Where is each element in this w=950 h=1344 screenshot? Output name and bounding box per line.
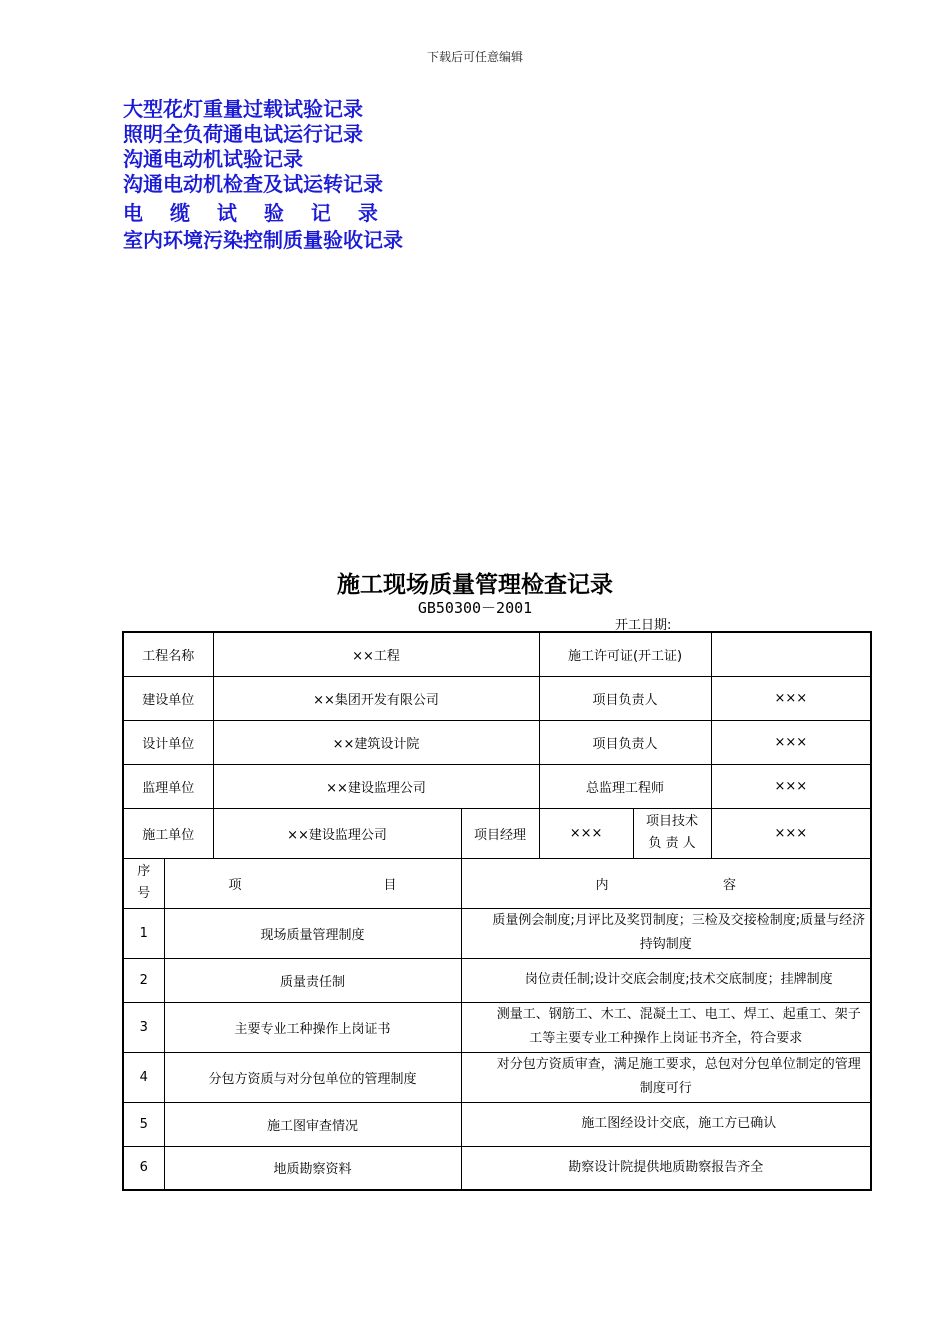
record-title[interactable]: 沟通电动机试验记录 — [123, 147, 303, 171]
download-note: 下载后可任意编辑 — [426, 50, 523, 64]
row-no: 1 — [123, 908, 164, 958]
row-no: 4 — [123, 1052, 164, 1102]
project-name-value: ××工程 — [213, 632, 539, 676]
row-item: 分包方资质与对分包单位的管理制度 — [164, 1052, 461, 1102]
contractor-label: 施工单位 — [123, 808, 213, 858]
column-header-row — [123, 858, 871, 908]
row-no: 3 — [123, 1002, 164, 1052]
designer-pm-value: ××× — [711, 720, 871, 764]
col-header-content-2: 容 — [723, 877, 737, 893]
col-header-no-2: 号 — [137, 886, 151, 901]
row-content: 岗位责任制;设计交底会制度;技术交底制度；挂牌制度 — [461, 958, 871, 1002]
col-header-no — [123, 858, 164, 908]
col-header-item-1: 项 — [228, 877, 242, 893]
standard-code: GB50300－2001 — [417, 599, 533, 617]
chief-engineer-label: 总监理工程师 — [539, 764, 711, 808]
project-name-label: 工程名称 — [123, 632, 213, 676]
form-title: 施工现场质量管理检查记录 — [337, 572, 613, 598]
record-title[interactable]: 沟通电动机检查及试运转记录 — [123, 172, 383, 196]
designer-row — [123, 720, 871, 764]
record-title[interactable]: 室内环境污染控制质量验收记录 — [123, 228, 403, 252]
contractor-row — [123, 808, 871, 858]
row-no: 6 — [123, 1146, 164, 1190]
table-row — [123, 1052, 871, 1102]
project-row — [123, 632, 871, 676]
quality-check-table — [122, 631, 872, 1191]
row-content: 测量工、钢筋工、木工、混凝土工、电工、焊工、起重工、架子工等主要专业工种操作上岗证书齐全，符合要求 — [461, 1002, 871, 1052]
builder-value: ××集团开发有限公司 — [213, 676, 539, 720]
pm-label: 项目经理 — [461, 808, 539, 858]
table-row — [123, 1002, 871, 1052]
col-header-content-1: 内 — [595, 877, 609, 893]
contractor-value: ××建设监理公司 — [213, 808, 461, 858]
pm-value: ××× — [539, 808, 633, 858]
col-header-content — [461, 858, 871, 908]
row-no: 5 — [123, 1102, 164, 1146]
builder-row — [123, 676, 871, 720]
record-title[interactable]: 大型花灯重量过载试验记录 — [123, 97, 363, 121]
table-row — [123, 908, 871, 958]
row-item: 地质勘察资料 — [164, 1146, 461, 1190]
permit-label: 施工许可证(开工证) — [539, 632, 711, 676]
permit-value — [711, 632, 871, 676]
builder-label: 建设单位 — [123, 676, 213, 720]
tech-lead-label-line2: 负 责 人 — [648, 836, 696, 851]
tech-lead-label-line1: 项目技术 — [646, 814, 699, 829]
table-row — [123, 958, 871, 1002]
record-title-list — [123, 97, 403, 253]
row-item: 质量责任制 — [164, 958, 461, 1002]
chief-engineer-value: ××× — [711, 764, 871, 808]
row-no: 2 — [123, 958, 164, 1002]
row-content: 对分包方资质审查，满足施工要求，总包对分包单位制定的管理制度可行 — [461, 1052, 871, 1102]
table-row — [123, 1102, 871, 1146]
tech-lead-value: ××× — [711, 808, 871, 858]
row-content: 质量例会制度;月评比及奖罚制度；三检及交接检制度;质量与经济持钩制度 — [461, 908, 871, 958]
table-row — [123, 1146, 871, 1190]
designer-value: ××建筑设计院 — [213, 720, 539, 764]
row-item: 施工图审查情况 — [164, 1102, 461, 1146]
col-header-no-1: 序 — [137, 864, 151, 879]
builder-pm-label: 项目负责人 — [539, 676, 711, 720]
supervisor-row — [123, 764, 871, 808]
supervisor-label: 监理单位 — [123, 764, 213, 808]
row-content: 勘察设计院提供地质勘察报告齐全 — [461, 1146, 871, 1190]
record-title[interactable]: 电 缆 试 验 记 录 — [123, 201, 388, 225]
row-item: 现场质量管理制度 — [164, 908, 461, 958]
row-content: 施工图经设计交底，施工方已确认 — [461, 1102, 871, 1146]
designer-label: 设计单位 — [123, 720, 213, 764]
col-header-item — [164, 858, 461, 908]
row-item: 主要专业工种操作上岗证书 — [164, 1002, 461, 1052]
designer-pm-label: 项目负责人 — [539, 720, 711, 764]
col-header-item-2: 目 — [383, 877, 397, 893]
start-date-label: 开工日期: — [615, 618, 672, 633]
builder-pm-value: ××× — [711, 676, 871, 720]
record-title[interactable]: 照明全负荷通电试运行记录 — [123, 122, 363, 146]
tech-lead-label — [633, 808, 711, 858]
supervisor-value: ××建设监理公司 — [213, 764, 539, 808]
